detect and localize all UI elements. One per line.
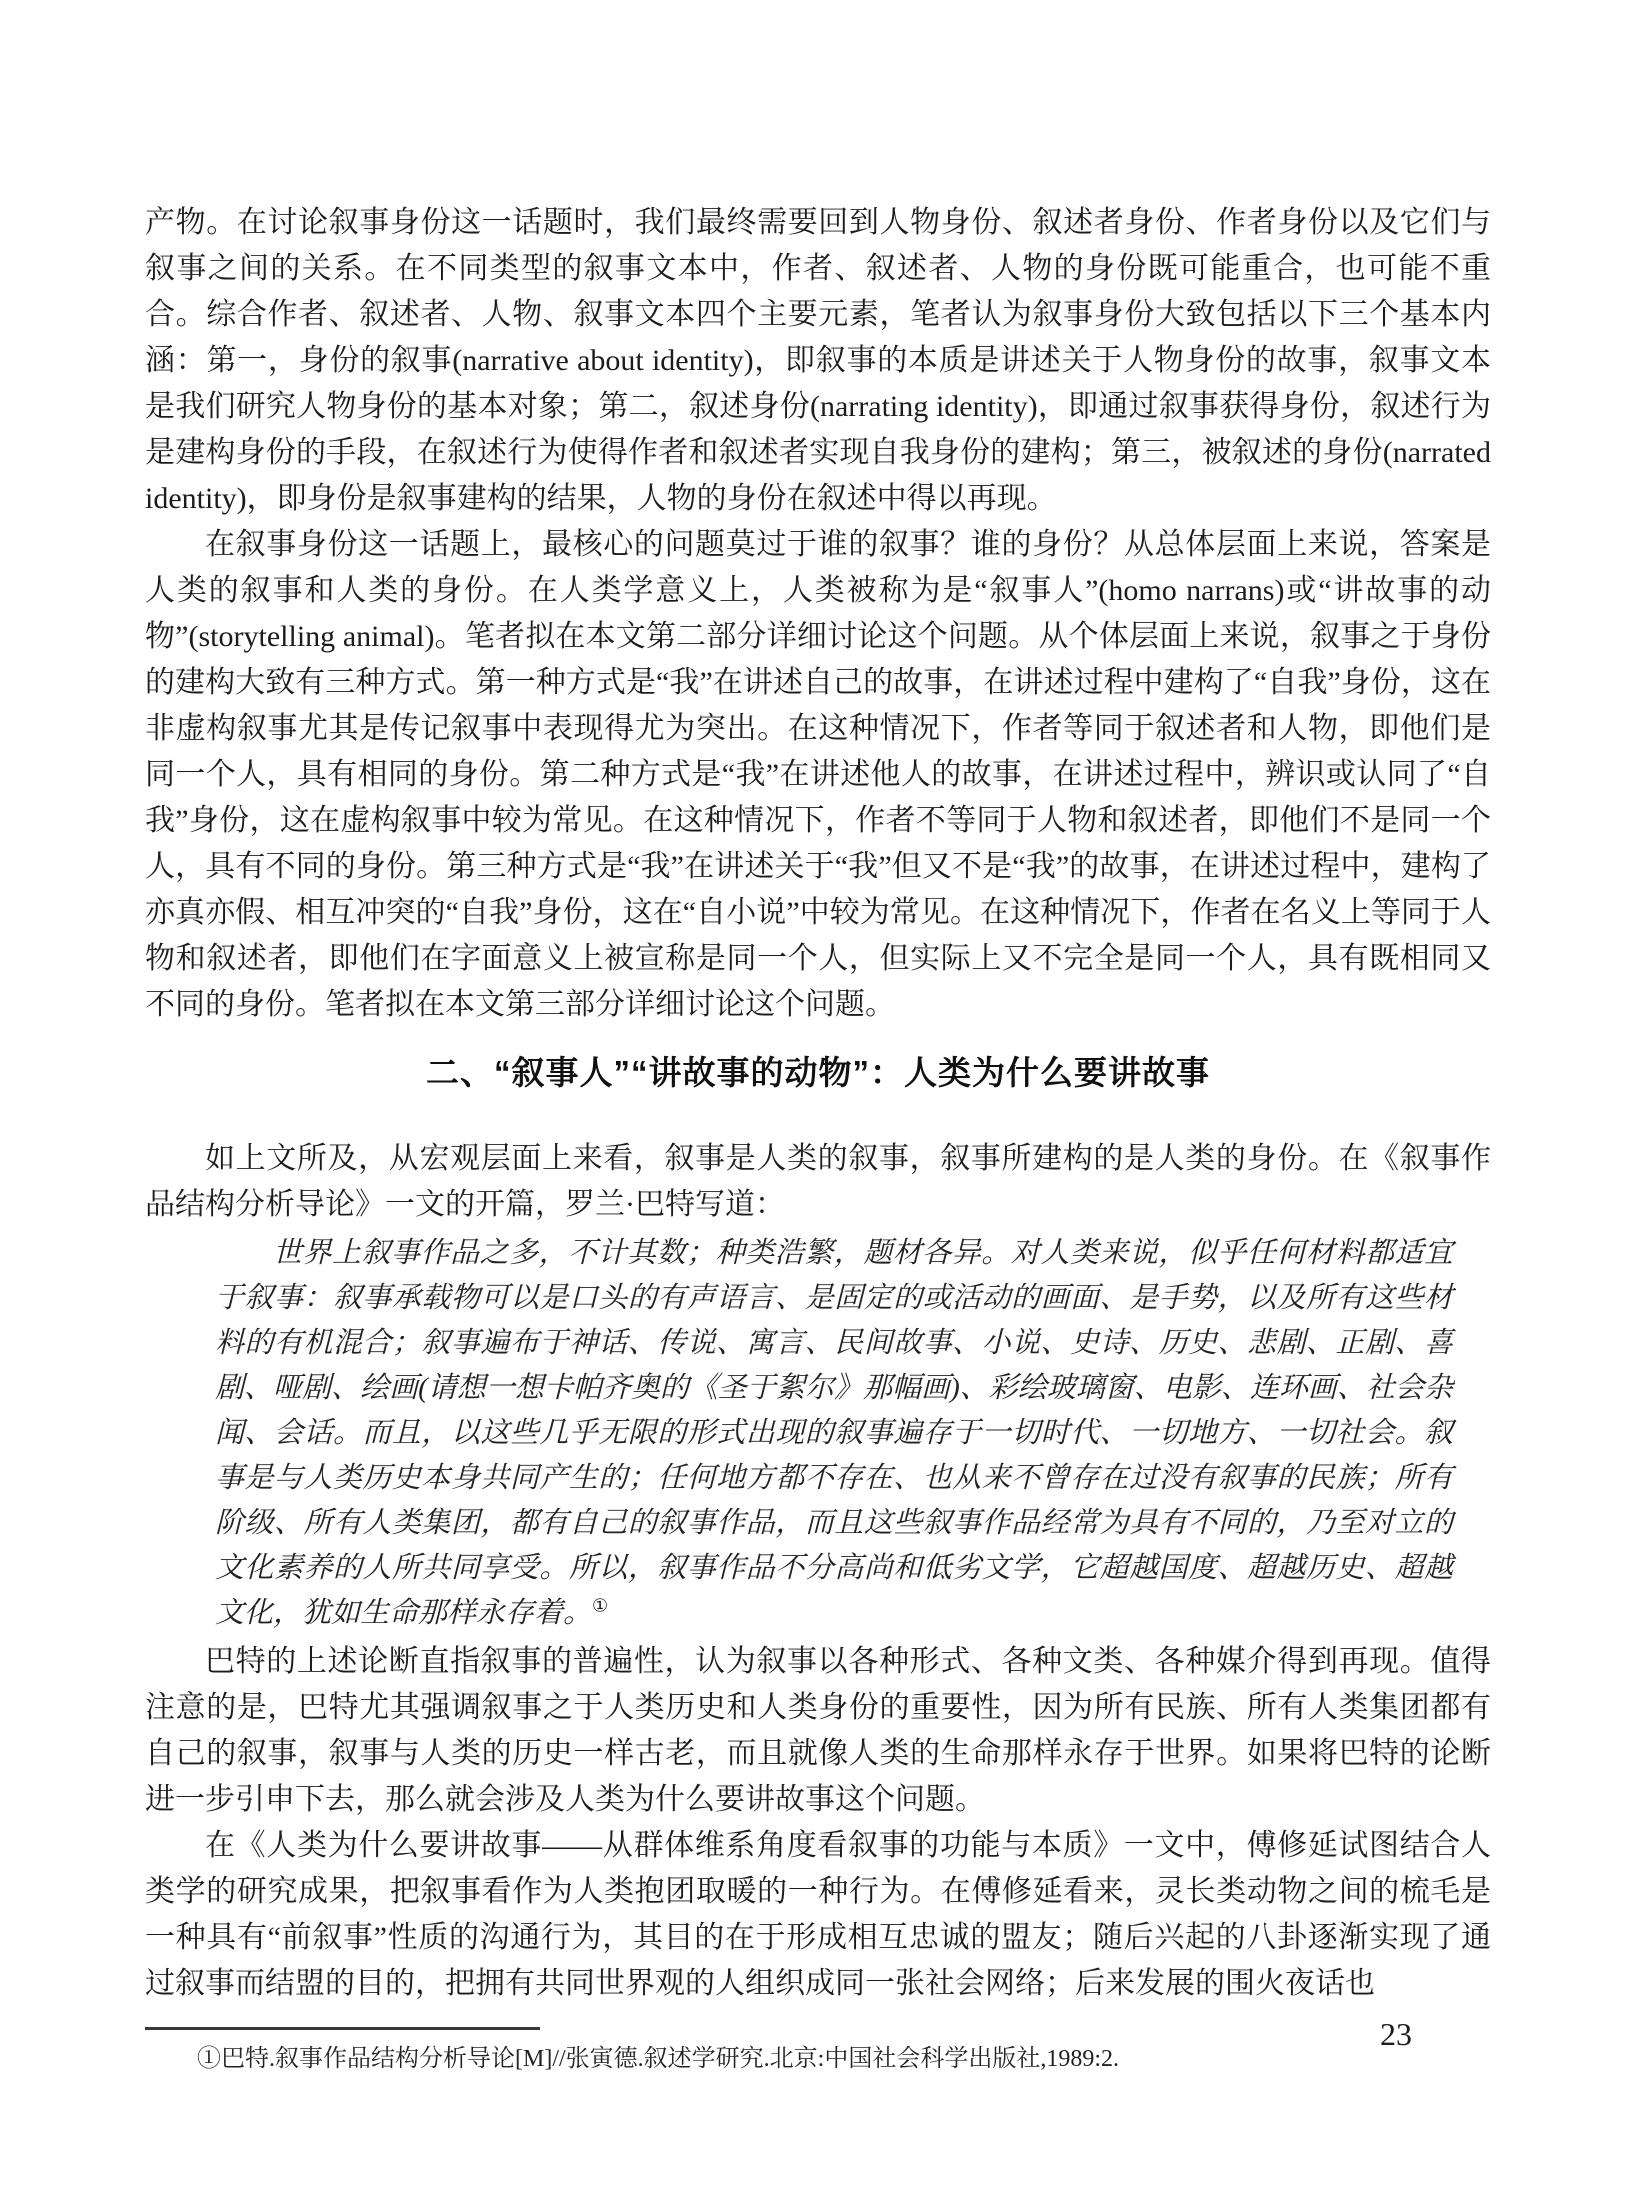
paragraph-barthes-intro: 如上文所及，从宏观层面上来看，叙事是人类的叙事，叙事所建构的是人类的身份。在《叙事作品结构分析导论》一文的开篇，罗兰·巴特写道： <box>145 1142 1491 1221</box>
footnote-separator-line <box>145 2027 540 2030</box>
quote-text: 世界上叙事作品之多，不计其数；种类浩繁，题材各异。对人类来说，似乎任何材料都适宜于叙事：叙事承载物可以是口头的有声语言、是固定的或活动的画面、是手势，以及所有这些材料的有机混合；叙事遍布于神话、传说、寓言、民间故事、小说、史诗、历史、悲剧、正剧、喜剧、哑剧、绘画(请想一想卡帕齐奥的《圣于絮尔》那幅画)、彩绘玻璃窗、电影、连环画、社会杂闻、会话。而且，以这些几乎无限的形式出现的叙事遍存于一切时代、一切地方、一切社会。叙事是与人类历史本身共同产生的；任何地方都不存在、也从来不曾存在过没有叙事的民族；所有阶级、所有人类集团，都有自己的叙事作品，而且这些叙事作品经常为具有不同的，乃至对立的文化素养的人所共同享受。所以，叙事作品不分高尚和低劣文学，它超越国度、超越历史、超越文化，犹如生命那样永存着。 <box>215 1237 1453 1629</box>
paragraph-continued-from-previous-page: 产物。在讨论叙事身份这一话题时，我们最终需要回到人物身份、叙述者身份、作者身份以及它们与叙事之间的关系。在不同类型的叙事文本中，作者、叙述者、人物的身份既可能重合，也可能不重合。综合作者、叙述者、人物、叙事文本四个主要元素，笔者认为叙事身份大致包括以下三个基本内涵：第一，身份的叙事(narrative about identity)，即叙事的本质是讲述关于人物身份的故事，叙事文本是我们研究人物身份的基本对象；第二，叙述身份(narrating identity)，即通过叙事获得身份，叙述行为是建构身份的手段，在叙述行为使得作者和叙述者实现自我身份的建构；第三，被叙述的身份(narrated identity)，即身份是叙事建构的结果，人物的身份在叙述中得以再现。 <box>145 206 1491 515</box>
section-heading: 二、“叙事人”“讲故事的动物”：人类为什么要讲故事 <box>426 1054 1210 1091</box>
paragraph-narrative-identity-question: 在叙事身份这一话题上，最核心的问题莫过于谁的叙事？谁的身份？从总体层面上来说，答案是人类的叙事和人类的身份。在人类学意义上，人类被称为是“叙事人”(homo narrans)或“讲故事的动物”(storytelling animal)。笔者拟在本文第二部分详细讨论这个问题。从个体层面上来说，叙事之于身份的建构大致有三种方式。第一种方式是“我”在讲述自己的故事，在讲述过程中建构了“自我”身份，这在非虚构叙事尤其是传记叙事中表现得尤为突出。在这种情况下，作者等同于叙述者和人物，即他们是同一个人，具有相同的身份。第二种方式是“我”在讲述他人的故事，在讲述过程中，辨识或认同了“自我”身份，这在虚构叙事中较为常见。在这种情况下，作者不等同于人物和叙述者，即他们不是同一个人，具有不同的身份。第三种方式是“我”在讲述关于“我”但又不是“我”的故事，在讲述过程中，建构了亦真亦假、相互冲突的“自我”身份，这在“自小说”中较为常见。在这种情况下，作者在名义上等同于人物和叙述者，即他们在字面意义上被宣称是同一个人，但实际上又不完全是同一个人，具有既相同又不同的身份。笔者拟在本文第三部分详细讨论这个问题。 <box>145 528 1491 1021</box>
paragraph-barthes-commentary: 巴特的上述论断直指叙事的普遍性，认为叙事以各种形式、各种文类、各种媒介得到再现。值得注意的是，巴特尤其强调叙事之于人类历史和人类身份的重要性，因为所有民族、所有人类集团都有自己的叙事，叙事与人类的历史一样古老，而且就像人类的生命那样永存于世界。如果将巴特的论断进一步引申下去，那么就会涉及人类为什么要讲故事这个问题。 <box>145 1645 1491 1816</box>
text-column <box>145 200 1491 2076</box>
footnote-citation: ①巴特.叙事作品结构分析导论[M]//张寅德.叙述学研究.北京:中国社会科学出版社,1989:2. <box>197 2046 1119 2072</box>
paragraph-fuxiuyan: 在《人类为什么要讲故事——从群体维系角度看叙事的功能与本质》一文中，傅修延试图结合人类学的研究成果，把叙事看作为人类抱团取暖的一种行为。在傅修延看来，灵长类动物之间的梳毛是一种具有“前叙事”性质的沟通行为，其目的在于形成相互忠诚的盟友；随后兴起的八卦逐渐实现了通过叙事而结盟的目的，把拥有共同世界观的人组织成同一张社会网络；后来发展的围火夜话也 <box>145 1829 1491 2000</box>
block-quote-barthes <box>215 1231 1453 1636</box>
page-number: 23 <box>1380 2016 1412 2052</box>
footnote-reference-mark: ① <box>592 1595 609 1616</box>
